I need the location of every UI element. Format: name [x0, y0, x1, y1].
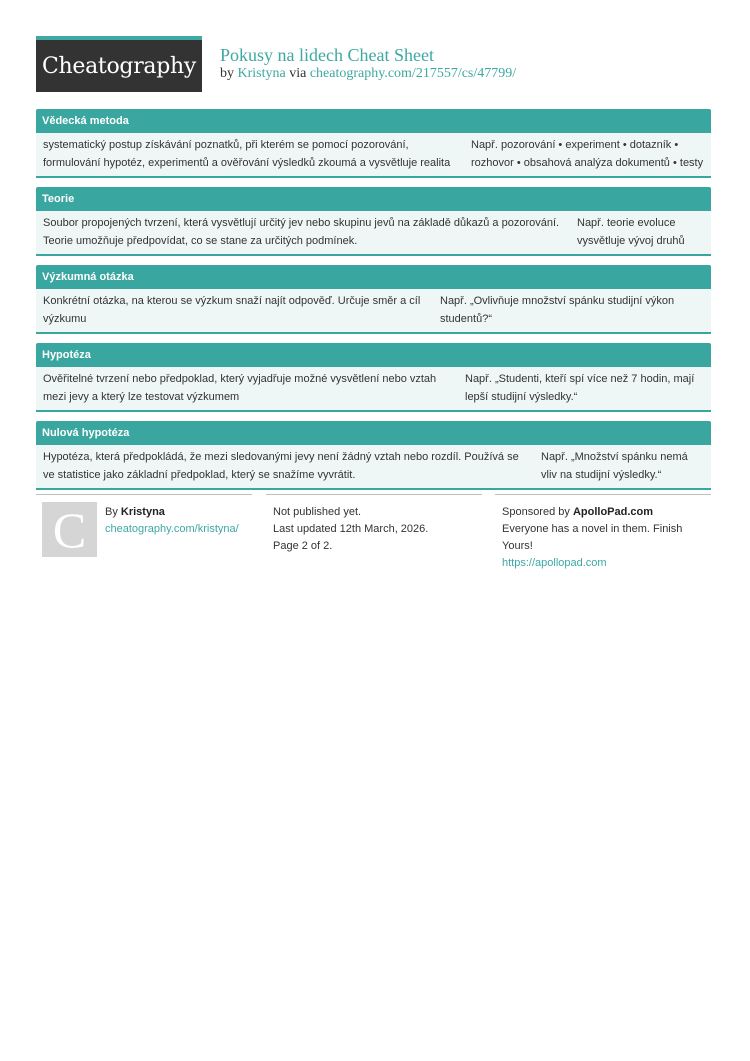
footer-publish-block — [266, 494, 482, 555]
section-vyzkumna-otazka — [36, 265, 711, 334]
section-title: Hypotéza — [36, 343, 711, 367]
byline-via: via — [289, 66, 307, 81]
footer-author-name: Kristyna — [120, 506, 165, 518]
footer-sponsor-text: Everyone has a novel in them. Finish Yours! — [502, 523, 683, 552]
footer-updated: Last updated 12th March, 2026. — [273, 523, 429, 535]
page-title: Pokusy na lidech Cheat Sheet — [220, 45, 434, 65]
section-title: Teorie — [36, 187, 711, 211]
section-example: Např. „Studenti, kteří spí více než 7 hodin, mají lepší studijní výsledky.“ — [465, 373, 695, 403]
section-teorie — [36, 187, 711, 256]
footer-sponsor-block — [495, 494, 711, 572]
section-definition: Ověřitelné tvrzení nebo předpoklad, který vyjadřuje možné vysvětlení nebo vztah mezi jevy a který lze testovat výzkumem — [43, 373, 437, 403]
section-definition: Soubor propojených tvrzení, která vysvětlují určitý jev nebo skupinu jevů na základě důkazů a pozorování. Teorie umožňuje předpovídat, co se stane za určitých podmínek. — [43, 217, 560, 247]
section-vedecka-metoda — [36, 109, 711, 178]
sheet-url-link[interactable]: cheatography.com/217557/cs/47799/ — [309, 66, 517, 81]
footer-sponsor-link[interactable]: https://apollopad.com — [502, 557, 607, 569]
section-hypoteza — [36, 343, 711, 412]
section-title: Vědecká metoda — [36, 109, 711, 133]
section-row — [36, 289, 711, 334]
section-definition: Konkrétní otázka, na kterou se výzkum snaží najít odpověď. Určuje směr a cíl výzkumu — [43, 295, 421, 325]
section-title: Výzkumná otázka — [36, 265, 711, 289]
byline-prefix: by — [220, 66, 234, 81]
footer-published: Not published yet. — [273, 506, 362, 518]
section-definition: systematický postup získávání poznatků, při kterém se pomocí pozorování, formulování hypotéz, experimentů a ověřování výsledků zkoumá a vysvětluje realita — [43, 139, 451, 169]
footer-author-info — [105, 504, 239, 538]
section-definition: Hypotéza, která předpokládá, že mezi sledovanými jevy není žádný vztah nebo rozdíl. Používá se ve statistice jako základní předpoklad, který se snažíme vyvrátit. — [43, 451, 519, 481]
author-avatar: C — [42, 502, 97, 557]
section-row — [36, 211, 711, 256]
footer-by-label: By — [105, 506, 118, 518]
section-example: Např. pozorování • experiment • dotazník • rozhovor • obsahová analýza dokumentů • testy — [471, 139, 704, 169]
section-example: Např. „Množství spánku nemá vliv na studijní výsledky.“ — [541, 451, 688, 481]
section-row — [36, 445, 711, 490]
section-example: Např. „Ovlivňuje množství spánku studijní výkon studentů?“ — [440, 295, 675, 325]
author-link[interactable]: Kristyna — [237, 66, 286, 81]
footer-sponsored-label: Sponsored by — [502, 506, 570, 518]
section-row — [36, 133, 711, 178]
logo-text: Cheatography — [41, 53, 197, 79]
section-title: Nulová hypotéza — [36, 421, 711, 445]
sections-list — [36, 109, 711, 499]
section-nulova-hypoteza — [36, 421, 711, 490]
footer-author-link[interactable]: cheatography.com/kristyna/ — [105, 523, 239, 535]
byline — [220, 66, 516, 82]
site-logo[interactable] — [36, 36, 202, 92]
footer-page-number: Page 2 of 2. — [273, 540, 333, 552]
section-example: Např. teorie evoluce vysvětluje vývoj druhů — [577, 217, 685, 247]
section-row — [36, 367, 711, 412]
footer-sponsor-name: ApolloPad.com — [572, 506, 654, 518]
